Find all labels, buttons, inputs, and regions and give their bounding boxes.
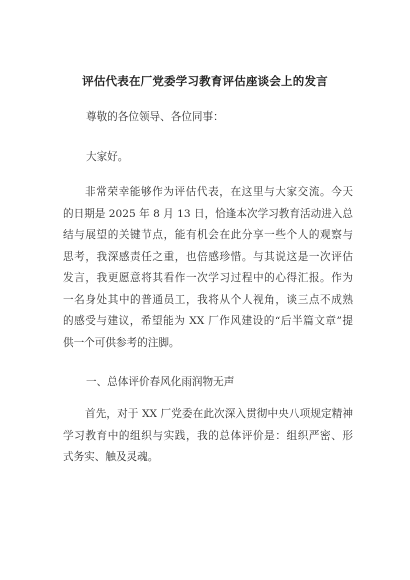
paragraph-line: 的感受与建议，希望能为 XX 厂作风建设的“后半篇文章”提 — [63, 315, 353, 327]
paragraph-line: 学习教育中的组织与实践，我的总体评价是：组织严密、形 — [63, 429, 353, 442]
document-title: 评估代表在厂党委学习教育评估座谈会上的发言 — [82, 74, 328, 88]
paragraph-line: 非常荣幸能够作为评估代表，在这里与大家交流。今天 — [85, 186, 353, 198]
paragraph-line: 结与展望的关键节点，能有机会在此分享一些个人的观察与 — [63, 229, 353, 241]
paragraph-line: 发言，我更愿意将其看作一次学习过程中的心得汇报。作为 — [63, 272, 353, 284]
salutation: 尊敬的各位领导、各位同事： — [86, 111, 224, 123]
paragraph-opening — [63, 182, 353, 354]
section-heading: 一、总体评价春风化雨润物无声 — [86, 376, 235, 388]
greeting: 大家好。 — [86, 151, 129, 163]
paragraph-line: 一名身处其中的普通员工，我将从个人视角，谈三点不成熟 — [63, 293, 353, 306]
paragraph-line: 的日期是 2025 年 8 月 13 日，恰逢本次学习教育活动进入总 — [63, 207, 353, 220]
paragraph-line: 式务实、触及灵魂。 — [63, 451, 159, 463]
paragraph-evaluation — [63, 404, 353, 469]
paragraph-line: 供一个可供参考的注脚。 — [63, 336, 180, 349]
paragraph-line: 首先，对于 XX 厂党委在此次深入贯彻中央八项规定精神 — [85, 408, 353, 420]
paragraph-line: 思考，我深感责任之重，也倍感珍惜。与其说这是一次评估 — [63, 250, 353, 263]
